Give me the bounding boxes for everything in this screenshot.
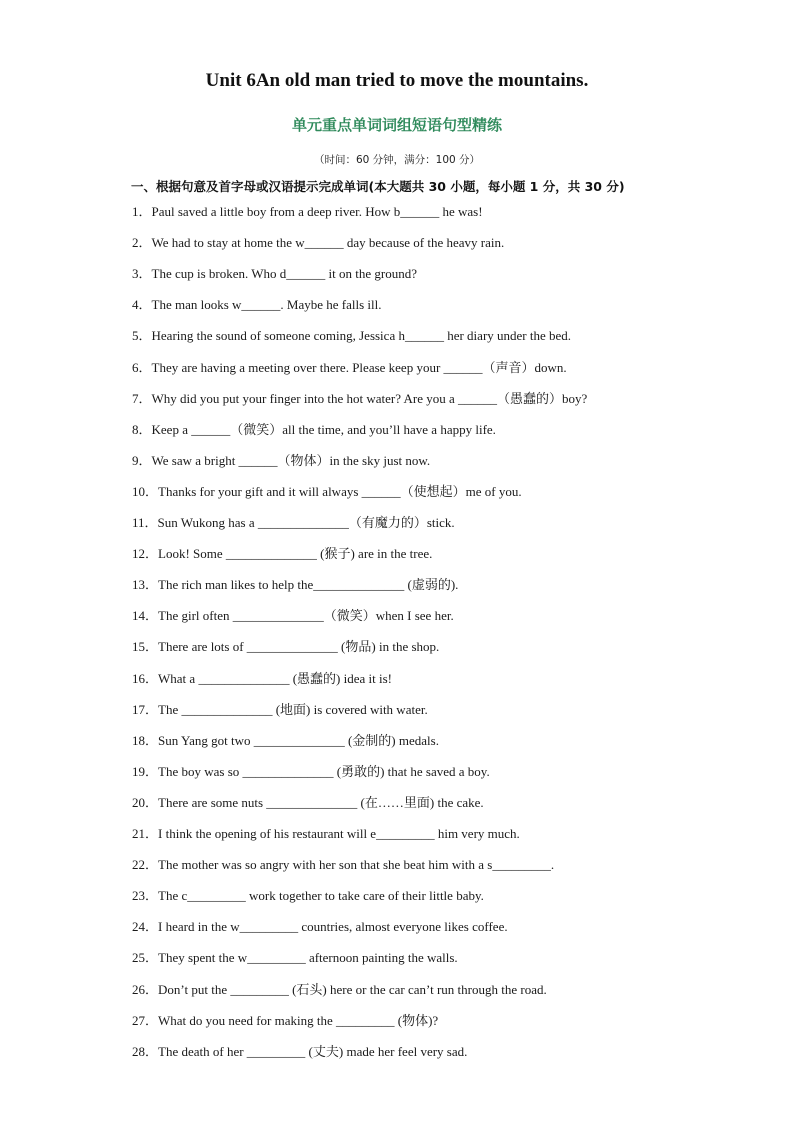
question-number: 25． (132, 950, 159, 966)
question-item (132, 826, 772, 842)
question-number: 23． (132, 888, 159, 904)
question-text: Keep a ______（微笑）all the time, and you’ll have a happy life. (151, 421, 496, 437)
question-item (132, 546, 772, 562)
question-number: 7． (132, 390, 152, 406)
page-title: Unit 6An old man tried to move the mountains. (205, 70, 589, 91)
question-text: The mother was so angry with her son that she beat him with a s_________. (158, 857, 555, 873)
question-text: What do you need for making the _________ (物体)? (158, 1012, 439, 1028)
question-number: 26． (132, 981, 159, 997)
question-item (132, 328, 772, 344)
question-item (132, 422, 772, 438)
question-item (132, 982, 772, 998)
question-item (132, 484, 772, 500)
question-text: Paul saved a little boy from a deep river. How b______ he was! (151, 204, 483, 219)
question-item (132, 515, 772, 531)
question-number: 8． (132, 421, 152, 437)
question-number: 10． (132, 483, 159, 499)
question-number: 6． (132, 359, 152, 375)
question-item (132, 608, 772, 624)
question-text: I think the opening of his restaurant will e_________ him very much. (158, 826, 520, 841)
question-text: What a ______________ (愚蠢的) idea it is! (158, 670, 392, 686)
question-text: Thanks for your gift and it will always ______（使想起）me of you. (158, 483, 522, 499)
question-number: 14． (132, 608, 159, 624)
question-number: 24． (132, 919, 159, 935)
question-text: The death of her _________ (丈夫) made her feel very sad. (158, 1043, 468, 1059)
question-text: We had to stay at home the w______ day because of the heavy rain. (151, 235, 505, 251)
question-text: There are lots of ______________ (物品) in the shop. (158, 639, 440, 655)
question-text: They are having a meeting over there. Please keep your ______（声音）down. (151, 359, 567, 375)
question-text: Look! Some ______________ (猴子) are in the tree. (158, 546, 433, 562)
question-text: The man looks w______. Maybe he falls ill. (151, 297, 382, 313)
question-number: 11． (132, 515, 158, 530)
question-number: 27． (132, 1012, 159, 1028)
question-number: 17． (132, 701, 159, 717)
question-text: There are some nuts ______________ (在……里面) the cake. (158, 794, 484, 810)
question-text: Sun Wukong has a ______________（有魔力的）stick. (157, 515, 455, 530)
question-text: Why did you put your finger into the hot water? Are you a ______（愚蠢的）boy? (151, 390, 588, 406)
question-item (132, 266, 772, 282)
question-item (132, 764, 772, 780)
question-number: 28． (132, 1043, 159, 1059)
question-number: 15． (132, 639, 159, 655)
question-number: 3． (132, 266, 152, 282)
question-text: Don’t put the _________ (石头) here or the car can’t run through the road. (158, 981, 547, 997)
question-item (132, 671, 772, 687)
question-number: 19． (132, 763, 159, 779)
question-number: 9． (132, 452, 152, 468)
page-subtitle: 单元重点单词词组短语句型精练 (291, 116, 502, 134)
time-info: （时间：60 分钟，满分：100 分） (313, 154, 481, 166)
question-text: We saw a bright ______（物体）in the sky just now. (151, 452, 431, 468)
question-text: The rich man likes to help the______________ (虚弱的). (158, 577, 459, 593)
question-text: The girl often ______________（微笑）when I see her. (158, 608, 454, 624)
question-item (132, 733, 772, 749)
question-item (132, 577, 772, 593)
question-number: 16． (132, 670, 159, 686)
question-item (132, 702, 772, 718)
question-number: 2． (132, 235, 152, 251)
question-text: I heard in the w_________ countries, almost everyone likes coffee. (158, 919, 508, 935)
question-item (132, 857, 772, 873)
question-number: 21． (132, 826, 159, 841)
question-item (132, 297, 772, 313)
question-item (132, 360, 772, 376)
question-item (132, 235, 772, 251)
question-number: 12． (132, 546, 159, 562)
question-item (132, 1044, 772, 1060)
question-number: 18． (132, 732, 159, 748)
question-number: 4． (132, 297, 152, 313)
question-number: 1． (132, 204, 152, 219)
question-text: They spent the w_________ afternoon painting the walls. (158, 950, 458, 966)
question-item (132, 919, 772, 935)
question-text: The cup is broken. Who d______ it on the ground? (151, 266, 418, 282)
question-item (132, 1013, 772, 1029)
question-item (132, 391, 772, 407)
question-item (132, 888, 772, 904)
question-number: 5． (132, 328, 152, 344)
question-item (132, 639, 772, 655)
question-item (132, 204, 772, 220)
question-text: Sun Yang got two ______________ (金制的) medals. (158, 732, 439, 748)
question-item (132, 950, 772, 966)
question-text: The c_________ work together to take care of their little baby. (158, 888, 484, 904)
question-number: 22． (132, 857, 159, 873)
question-number: 13． (132, 577, 159, 593)
question-number: 20． (132, 794, 159, 810)
question-item (132, 795, 772, 811)
section-heading: 一、根据句意及首字母或汉语提示完成单词(本大题共 30 小题，每小题 1 分，共 30 分) (131, 179, 625, 194)
question-text: The ______________ (地面) is covered with water. (158, 701, 428, 717)
question-item (132, 453, 772, 469)
question-text: The boy was so ______________ (勇敢的) that he saved a boy. (158, 763, 490, 779)
question-text: Hearing the sound of someone coming, Jessica h______ her diary under the bed. (151, 328, 572, 344)
